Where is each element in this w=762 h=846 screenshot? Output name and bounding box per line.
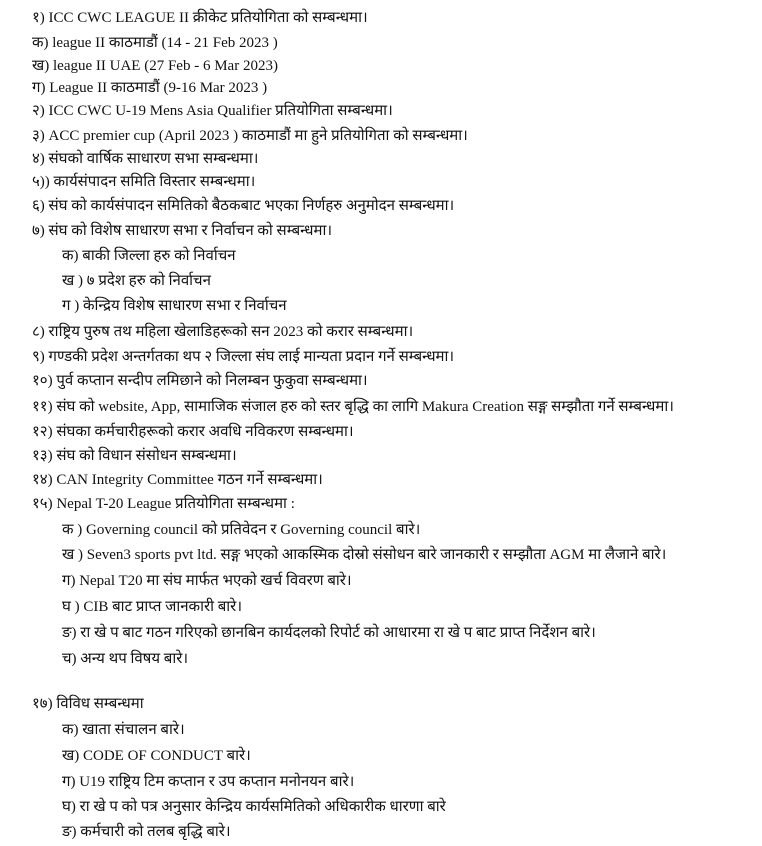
agenda-subitem-17b: ख) CODE OF CONDUCT बारे। xyxy=(62,748,251,764)
agenda-subitem-17c: ग) U19 राष्ट्रिय टिम कप्तान र उप कप्तान मनोनयन बारे। xyxy=(62,774,355,790)
agenda-subitem-15a: क ) Governing council को प्रतिवेदन र Governing council बारे। xyxy=(62,522,421,538)
agenda-subitem-15f: च) अन्य थप विषय बारे। xyxy=(62,651,189,667)
agenda-subitem-15b: ख ) Seven3 sports pvt ltd. सङ्ग भएको आकस्मिक दोस्रो संसोधन बारे जानकारी र सम्झौता AGM मा लैजाने बारे। xyxy=(62,547,667,563)
agenda-item-17: १७) विविध सम्बन्धमा xyxy=(32,696,144,712)
agenda-item-11: ११) संघ को website, App, सामाजिक संजाल हरु को स्तर बृद्धि का लागि Makura Creation सङ्ग सम्झौता गर्ने सम्बन्धमा। xyxy=(32,399,674,415)
agenda-subitem-15d: घ ) CIB बाट प्राप्त जानकारी बारे। xyxy=(62,599,243,615)
agenda-item-15: १५) Nepal T-20 League प्रतियोगिता सम्बन्धमा : xyxy=(32,496,295,512)
agenda-subitem-17d: घ) रा खे प को पत्र अनुसार केन्द्रिय कार्यसमितिको अधिकारीक धारणा बारे xyxy=(62,799,446,815)
agenda-subitem-17e: ङ) कर्मचारी को तलब बृद्धि बारे। xyxy=(62,824,231,840)
agenda-subitem-15c: ग) Nepal T20 मा संघ मार्फत भएको खर्च विवरण बारे। xyxy=(62,573,352,589)
agenda-subitem-17a: क) खाता संचालन बारे। xyxy=(62,722,185,738)
agenda-subitem-7b: ख ) ७ प्रदेश हरु को निर्वाचन xyxy=(62,273,211,289)
agenda-subitem-1c: ग) League II काठमाडौं (9-16 Mar 2023 ) xyxy=(32,80,268,96)
agenda-item-14: १४) CAN Integrity Committee गठन गर्ने सम्बन्धमा। xyxy=(32,472,323,488)
agenda-item-9: ९) गण्डकी प्रदेश अन्तर्गतका थप २ जिल्ला संघ लाई मान्यता प्रदान गर्ने सम्बन्धमा। xyxy=(32,349,455,365)
agenda-item-10: १०) पुर्व कप्तान सन्दीप लमिछाने को निलम्बन फुकुवा सम्बन्धमा। xyxy=(32,373,368,389)
agenda-subitem-15e: ङ) रा खे प बाट गठन गरिएको छानबिन कार्यदलको रिपोर्ट को आधारमा रा खे प बाट प्राप्त निर्देशन बारे। xyxy=(62,625,596,641)
agenda-item-12: १२) संघका कर्मचारीहरूको करार अवधि नविकरण सम्बन्धमा। xyxy=(32,424,354,440)
agenda-subitem-7c: ग ) केन्द्रिय विशेष साधारण सभा र निर्वाचन xyxy=(62,298,287,314)
agenda-item-1: १) ICC CWC LEAGUE II क्रीकेट प्रतियोगिता को सम्बन्धमा। xyxy=(32,10,368,26)
agenda-subitem-1a: क) league II काठमाडौं (14 - 21 Feb 2023 ) xyxy=(32,35,278,51)
agenda-item-8: ८) राष्ट्रिय पुरुष तथ महिला खेलाडिहरूको सन 2023 को करार सम्बन्धमा। xyxy=(32,324,414,340)
agenda-item-7: ७) संघ को विशेष साधारण सभा र निर्वाचन को सम्बन्धमा। xyxy=(32,223,333,239)
agenda-item-13: १३) संघ को विधान संसोधन सम्बन्धमा। xyxy=(32,448,237,464)
agenda-item-3: ३) ACC premier cup (April 2023 ) काठमाडौं मा हुने प्रतियोगिता को सम्बन्धमा। xyxy=(32,128,468,144)
agenda-item-6: ६) संघ को कार्यसंपादन समितिको बैठकबाट भएका निर्णहरु अनुमोदन सम्बन्धमा। xyxy=(32,198,455,214)
agenda-subitem-1b: ख) league II UAE (27 Feb - 6 Mar 2023) xyxy=(32,58,278,74)
agenda-item-2: २) ICC CWC U-19 Mens Asia Qualifier प्रतियोगिता सम्बन्धमा। xyxy=(32,103,393,119)
agenda-item-5: ५)) कार्यसंपादन समिति विस्तार सम्बन्धमा। xyxy=(32,174,256,190)
agenda-subitem-7a: क) बाकी जिल्ला हरु को निर्वाचन xyxy=(62,248,236,264)
agenda-item-4: ४) संघको वार्षिक साधारण सभा सम्बन्धमा। xyxy=(32,151,259,167)
